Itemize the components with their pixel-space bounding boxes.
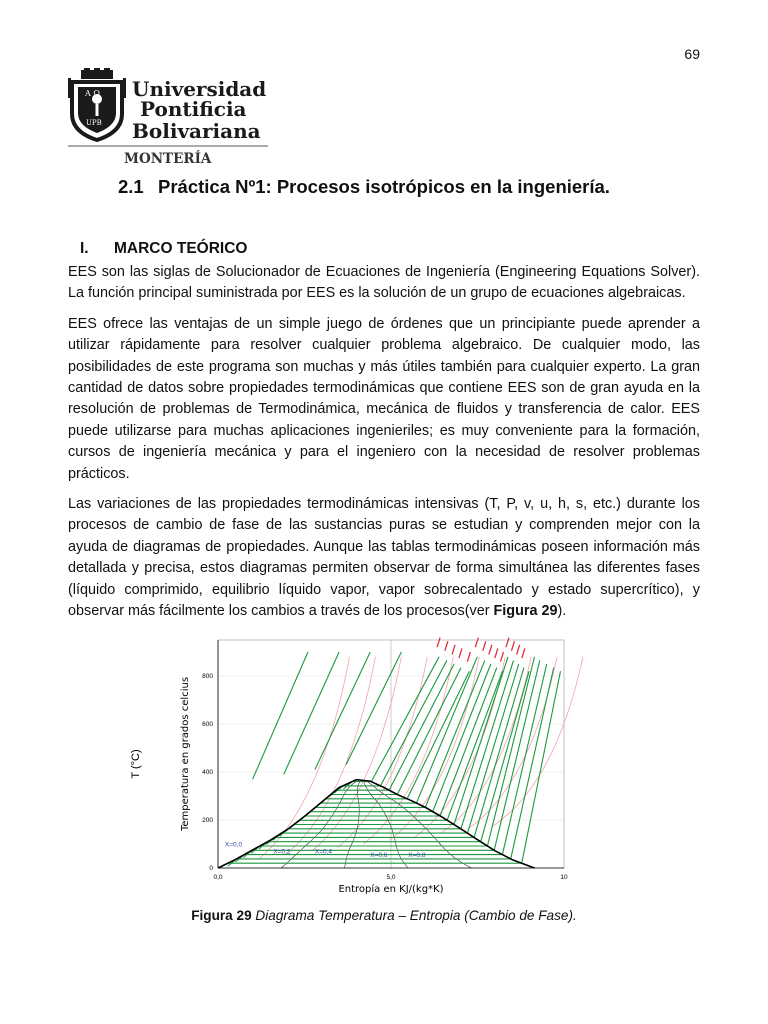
y-tick-label: 200 [202,817,213,824]
paragraph-3-text: Las variaciones de las propiedades termodinámicas intensivas (T, P, v, u, h, s, etc.) durante los procesos de cambio de fase de las sustancias puras se estudian y comprenden mejor con la ayuda de diagramas de propiedades. Aunque las tablas termodinámicas poseen información más detallada y precisa, estos diagramas permiten observar de forma simultánea las diferentes fases (líquido comprimido, equilibrio líquido vapor, vapor sobrecalentado y estado supercrítico), y observar más fácilmente los cambios a través de los procesos(ver [68,496,700,620]
y-tick-label: 800 [202,673,213,680]
quality-label: X=0,8 [408,852,426,860]
x-tick-label: 5,0 [386,874,396,881]
quality-label: X=0,0 [224,841,243,849]
logo-line-3: Bolivariana [132,119,261,143]
subsection-heading [80,240,247,258]
figure-caption-text: Diagrama Temperatura – Entropia (Cambio de Fase). [251,908,577,923]
y-tick-label: 600 [202,721,213,728]
heading-text: MARCO TEÓRICO [114,240,248,257]
figure-reference: Figura 29 [493,603,558,620]
y-tick-label: 400 [202,769,213,776]
section-title [118,176,610,198]
shield-greek-letters: Α Ω [85,89,100,98]
paragraph-1: EES son las siglas de Solucionador de Ecuaciones de Ingeniería (Engineering Equations Solver). La función principal suministrada por EES es la solución de un grupo de ecuaciones algebraicas. [68,264,700,302]
outer-y-axis-label: T (°C) [130,749,142,779]
logo-line-2: Pontificia [140,97,247,121]
paragraph-3 [68,494,700,622]
x-axis-label: Entropía en KJ/(kg*K) [338,884,444,895]
ts-diagram-chart [118,632,612,924]
page-number: 69 [684,46,700,62]
ts-diagram-figure [118,632,612,924]
paragraph-3-end: ). [557,603,567,620]
section-title-text: Práctica Nº1: Procesos isotrópicos en la ingeniería. [158,176,610,197]
y-axis-label: Temperatura en grados celcius [180,676,191,832]
shield-acronym: UPB [86,119,102,127]
body-text [68,262,700,632]
heading-roman: I. [80,240,89,257]
section-number: 2.1 [118,176,144,197]
y-tick-label: 0 [209,865,213,872]
quality-label: X=0,6 [370,852,388,860]
x-tick-label: 0,0 [213,874,223,881]
quality-label: X=0,4 [314,848,333,856]
figure-caption [0,908,768,923]
x-tick-label: 10 [560,874,568,881]
shield-icon [68,68,126,140]
quality-label: X=0,2 [273,848,291,856]
logo-campus: MONTERÍA [124,151,212,167]
paragraph-2: EES ofrece las ventajas de un simple juego de órdenes que un principiante puede aprender a utilizar rápidamente para resolver cualquier problema algebraico. De cualquier modo, las posibilidades de este programa son muchas y más útiles también para cualquier experto. La gran cantidad de datos sobre propiedades termodinámicas que contiene EES son de gran ayuda en la resolución de problemas de Termodinámica, mecánica de fluidos y transferencia de calor. EES puede utilizarse para muchas aplicaciones ingenieriles; es muy conveniente para la formación, cursos de ingeniería mecánica y para el ingeniero con la necesidad de resolver problemas prácticos. [68,315,700,482]
logo-line-1: Universidad [132,77,267,101]
university-logo [68,68,272,172]
figure-label: Figura 29 [191,908,252,923]
